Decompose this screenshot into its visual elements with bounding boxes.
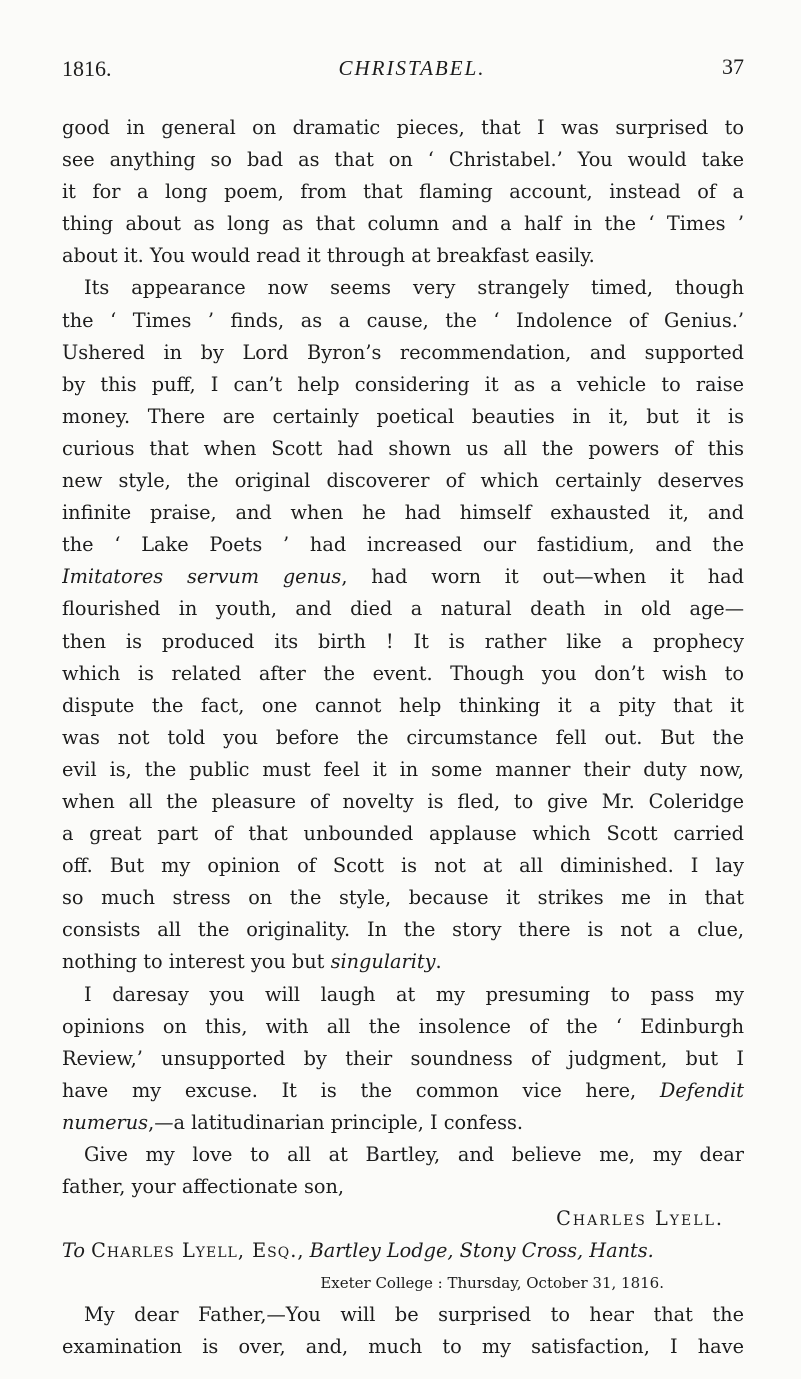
text-line: a great part of that unbounded applause which Scott carried: [62, 822, 744, 846]
latin-phrase-defendit: Defendit: [659, 1078, 744, 1102]
text-line: evil is, the public must feel it in some manner their duty now,: [62, 757, 744, 781]
text-line: Review,’ unsupported by their soundness of judgment, but I: [62, 1046, 744, 1070]
text-line-with-latin: Imitatores servum genus, had worn it out—when it had: [62, 565, 744, 589]
text-line: off. But my opinion of Scott is not at all diminished. I lay: [62, 854, 744, 878]
signature: Charles Lyell.: [556, 1207, 724, 1231]
text-line: infinite praise, and when he had himself exhausted it, and: [62, 501, 744, 525]
text-line: so much stress on the style, because it strikes me in that: [62, 886, 744, 910]
running-title: CHRISTABEL.: [338, 56, 486, 80]
text-line: dispute the fact, one cannot help thinking it a pity that it: [62, 693, 744, 717]
text-line: examination is over, and, much to my satisfaction, I have: [62, 1335, 744, 1359]
page-header: [62, 50, 744, 90]
paragraph-start-line: I daresay you will laugh at my presuming to pass my: [84, 982, 744, 1006]
text-line: which is related after the event. Though you don’t wish to: [62, 661, 744, 685]
salutation-line: My dear Father,—You will be surprised to hear that the: [84, 1303, 744, 1327]
text-line: about it. You would read it through at breakfast easily.: [62, 244, 595, 268]
text-line: by this puff, I can’t help considering it as a vehicle to raise: [62, 372, 744, 396]
text-line: thing about as long as that column and a half in the ‘ Times ’: [62, 212, 744, 236]
text-line-with-emphasis: nothing to interest you but singularity.: [62, 950, 442, 974]
latin-phrase-imitatores: Imitatores servum genus: [62, 565, 342, 589]
text-line: money. There are certainly poetical beauties in it, but it is: [62, 404, 744, 428]
letter-dateline: Exeter College : Thursday, October 31, 1816.: [320, 1274, 664, 1293]
header-year: 1816.: [62, 56, 112, 81]
text-line-with-latin: numerus,—a latitudinarian principle, I confess.: [62, 1110, 524, 1134]
letter-address-heading: To Charles Lyell, Esq., Bartley Lodge, Stony Cross, Hants.: [62, 1239, 654, 1263]
text-line: opinions on this, with all the insolence of the ‘ Edinburgh: [62, 1014, 744, 1038]
emphasis-singularity: singularity: [330, 950, 436, 974]
closing-line: father, your affectionate son,: [62, 1175, 345, 1199]
text-line: consists all the originality. In the story there is not a clue,: [62, 918, 744, 942]
text-line: see anything so bad as that on ‘ Christabel.’ You would take: [62, 148, 744, 172]
letter-body: [62, 112, 744, 1364]
text-line: it for a long poem, from that flaming account, instead of a: [62, 180, 744, 204]
text-line: new style, the original discoverer of which certainly deserves: [62, 469, 744, 493]
paragraph-start-line: Give my love to all at Bartley, and believe me, my dear: [84, 1143, 744, 1166]
text-line: Ushered in by Lord Byron’s recommendation, and supported: [62, 340, 744, 364]
text-line: curious that when Scott had shown us all the powers of this: [62, 436, 744, 460]
text-line: the ‘ Lake Poets ’ had increased our fastidium, and the: [62, 533, 744, 557]
text-line: good in general on dramatic pieces, that I was surprised to: [62, 116, 744, 139]
text-line: then is produced its birth ! It is rather like a prophecy: [62, 629, 744, 653]
latin-phrase-numerus: numerus: [62, 1110, 149, 1134]
page-number: 37: [722, 54, 744, 79]
paragraph-start-line: Its appearance now seems very strangely timed, though: [84, 276, 744, 300]
text-line: the ‘ Times ’ finds, as a cause, the ‘ Indolence of Genius.’: [62, 308, 744, 332]
text-line: when all the pleasure of novelty is fled, to give Mr. Coleridge: [62, 789, 744, 813]
text-line-with-latin: have my excuse. It is the common vice here, Defendit: [62, 1078, 744, 1102]
text-line: was not told you before the circumstance fell out. But the: [62, 725, 744, 749]
text-line: flourished in youth, and died a natural death in old age—: [62, 597, 744, 621]
